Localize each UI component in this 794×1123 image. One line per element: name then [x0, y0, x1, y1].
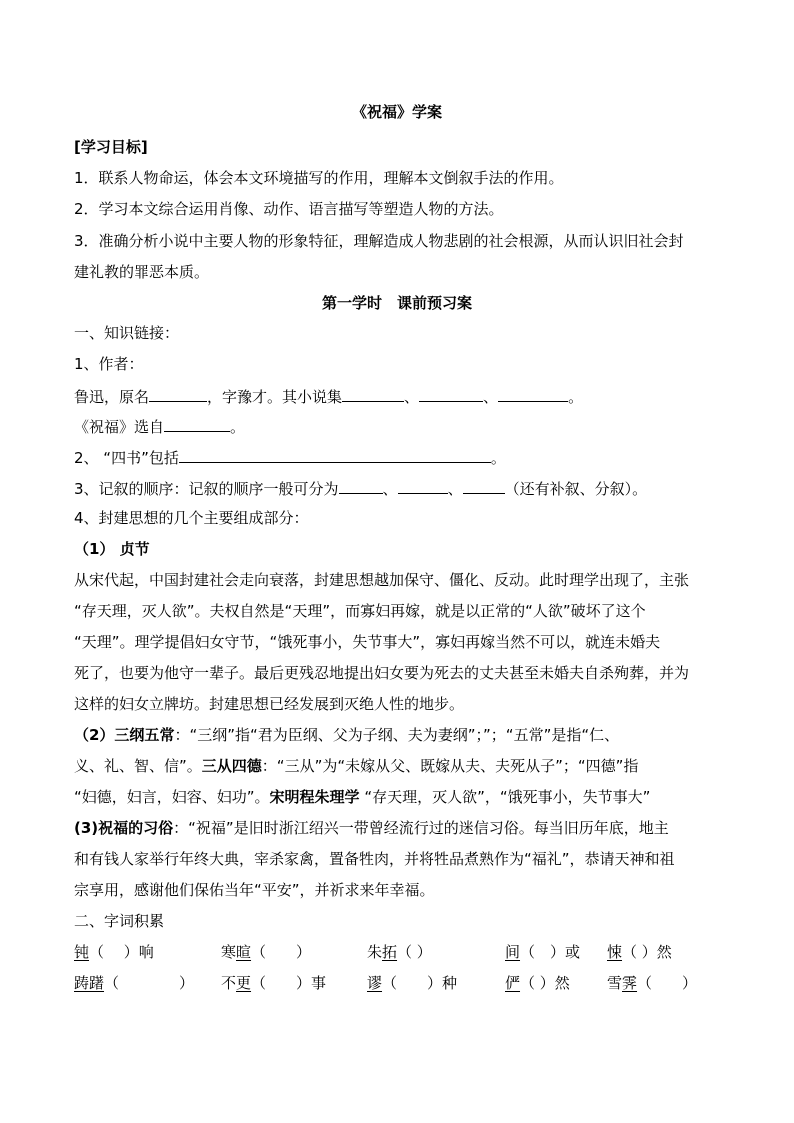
page-title: 《祝福》学案: [351, 103, 442, 121]
vocab-word: 更: [236, 974, 252, 992]
zhufu-custom-line-3: 宗享用，感谢他们保佑当年“平安”，并祈求来年幸福。: [74, 881, 435, 899]
zhenjie-line-1: 从宋代起，中国封建社会走向衰落，封建思想越加保守、僵化、反动。此时理学出现了，主张: [74, 571, 690, 589]
vocab-word: 悚: [607, 943, 623, 961]
zhenjie-line-2: “存天理，灭人欲”。夫权自然是“天理”，而寡妇再嫁，就是以正常的“人欲”破坏了这个: [74, 602, 646, 620]
luxun-text-2: ，字豫才。其小说集: [207, 388, 343, 406]
zhufu-custom-line-2: 和有钱人家举行年终大典，宰杀家禽，置备牲肉，并将牲品煮熟作为“福礼”，恭请天神和祖: [74, 850, 675, 868]
vocab-item: [221, 973, 326, 993]
blank-collection-1[interactable]: [342, 385, 404, 402]
luxun-end: 。: [568, 388, 584, 406]
sangang-line-1: [74, 725, 724, 745]
order-line: [74, 477, 724, 499]
zhufu-source-line: [74, 415, 724, 437]
sangang-text-1: ：“三纲”指“君为臣纲、父为子纲、夫为妻纲”；”；“五常”是指“仁、: [174, 726, 620, 744]
blank-collection-3[interactable]: [498, 385, 568, 402]
sangang-label: （2）三纲五常: [74, 726, 175, 744]
vocab-item: [74, 942, 154, 962]
vocab-item: [367, 942, 432, 962]
blank-order-1[interactable]: [339, 477, 383, 494]
sancong-text: ：“三从”为“未嫁从父、既嫁从夫、夫死从子”；“四德”指: [261, 757, 639, 775]
zhenjie-line-4: 死了，也要为他守一辈子。最后更残忍地提出妇女要为死去的丈夫甚至未婚夫自杀殉葬，并为: [74, 664, 690, 682]
luxun-sep-1: 、: [404, 388, 420, 406]
vocab-blank[interactable]: （ ）: [637, 974, 698, 992]
vocab-item: [505, 942, 580, 962]
blank-original-name[interactable]: [149, 385, 207, 402]
blank-order-2[interactable]: [398, 477, 448, 494]
vocab-blank[interactable]: （ ）事: [251, 974, 327, 992]
lixue-text: “存天理，灭人欲”，“饿死事小，失节事大”: [359, 788, 651, 806]
zhufu-custom-text-1: ：“祝福”是旧时浙江绍兴一带曾经流行过的迷信习俗。每当旧历年底，地主: [173, 819, 669, 837]
luxun-line: [74, 385, 724, 407]
lixue-label: 宋明程朱理学: [269, 788, 360, 806]
vocab-word: 拓: [382, 943, 398, 961]
blank-collection-2[interactable]: [419, 385, 483, 402]
objective-item-3-cont: 建礼教的罪恶本质。: [74, 263, 210, 281]
section2-heading: 二、字词积累: [74, 912, 165, 930]
vocab-word: 霁: [622, 974, 638, 992]
objective-item-3: 3．准确分析小说中主要人物的形象特征，理解造成人物悲剧的社会根源，从而认识旧社会封: [74, 232, 684, 250]
feudal-label: 4、封建思想的几个主要组成部分：: [74, 509, 309, 527]
sangang-text-2: 义、礼、智、信”。: [74, 757, 202, 775]
vocab-item: [607, 942, 672, 962]
side-text: “妇德，妇言，妇容、妇功”。: [74, 788, 270, 806]
vocab-word: 钝: [74, 943, 90, 961]
vocab-word: 俨: [505, 974, 521, 992]
vocab-item: [221, 942, 311, 962]
vocab-item: [74, 973, 194, 993]
zhufu-text: 《祝福》选自: [74, 418, 165, 436]
vocab-blank[interactable]: （ ）然: [520, 974, 570, 992]
sangang-line-3: [74, 787, 724, 807]
order-text: 3、记叙的顺序：记叙的顺序一般可分为: [74, 480, 339, 498]
order-end: （还有补叙、分叙）。: [504, 480, 648, 498]
sishu-end: 。: [490, 449, 506, 467]
vocab-blank[interactable]: （ ）响: [89, 943, 154, 961]
vocab-blank[interactable]: （ ）或: [520, 943, 581, 961]
zhenjie-heading: （1） 贞节: [74, 540, 150, 558]
order-sep-1: 、: [382, 480, 398, 498]
order-sep-2: 、: [447, 480, 463, 498]
luxun-text-1: 鲁迅，原名: [74, 388, 150, 406]
zhufu-custom-label: (3)祝福的习俗: [74, 819, 174, 837]
objectives-heading: [学习目标]: [74, 138, 148, 156]
objective-item-1: 1．联系人物命运，体会本文环境描写的作用，理解本文倒叙手法的作用。: [74, 169, 564, 187]
vocab-blank[interactable]: （ ）: [104, 974, 195, 992]
blank-order-3[interactable]: [463, 477, 505, 494]
zhufu-end: 。: [230, 418, 246, 436]
section1-heading: 一、知识链接：: [74, 324, 180, 342]
vocab-word: 谬: [367, 974, 383, 992]
vocab-word: 间: [505, 943, 521, 961]
vocab-word: 暄: [236, 943, 252, 961]
zhufu-custom-line-1: [74, 818, 724, 838]
vocab-prefix: 寒: [221, 943, 237, 961]
sishu-text: 2、 “四书”包括: [74, 449, 179, 467]
vocab-blank[interactable]: （ ）然: [622, 943, 672, 961]
blank-sishu[interactable]: [179, 446, 491, 463]
vocab-prefix: 雪: [607, 974, 623, 992]
vocab-prefix: 不: [221, 974, 237, 992]
zhenjie-line-3: “天理”。理学提倡妇女守节，“饿死事小，失节事大”，寡妇再嫁当然不可以，就连未婚夫: [74, 633, 661, 651]
author-label: 1、作者：: [74, 355, 144, 373]
objective-item-2: 2．学习本文综合运用肖像、动作、语言描写等塑造人物的方法。: [74, 200, 504, 218]
lesson-heading: 第一学时 课前预习案: [321, 294, 472, 312]
vocab-item: [607, 973, 697, 993]
blank-zhufu-source[interactable]: [164, 415, 230, 432]
vocab-item: [505, 973, 570, 993]
zhenjie-line-5: 这样的妇女立牌坊。封建思想已经发展到灭绝人性的地步。: [74, 695, 465, 713]
luxun-sep-2: 、: [483, 388, 499, 406]
vocab-blank[interactable]: （ ）种: [382, 974, 458, 992]
sancong-label: 三从四德: [201, 757, 262, 775]
vocab-blank[interactable]: （ ）: [251, 943, 312, 961]
vocab-word: 踌躇: [74, 974, 105, 992]
sishu-line: [74, 446, 724, 468]
vocab-blank[interactable]: （ ）: [397, 943, 432, 961]
vocab-item: [367, 973, 457, 993]
sangang-line-2: [74, 756, 724, 776]
vocab-prefix: 朱: [367, 943, 383, 961]
